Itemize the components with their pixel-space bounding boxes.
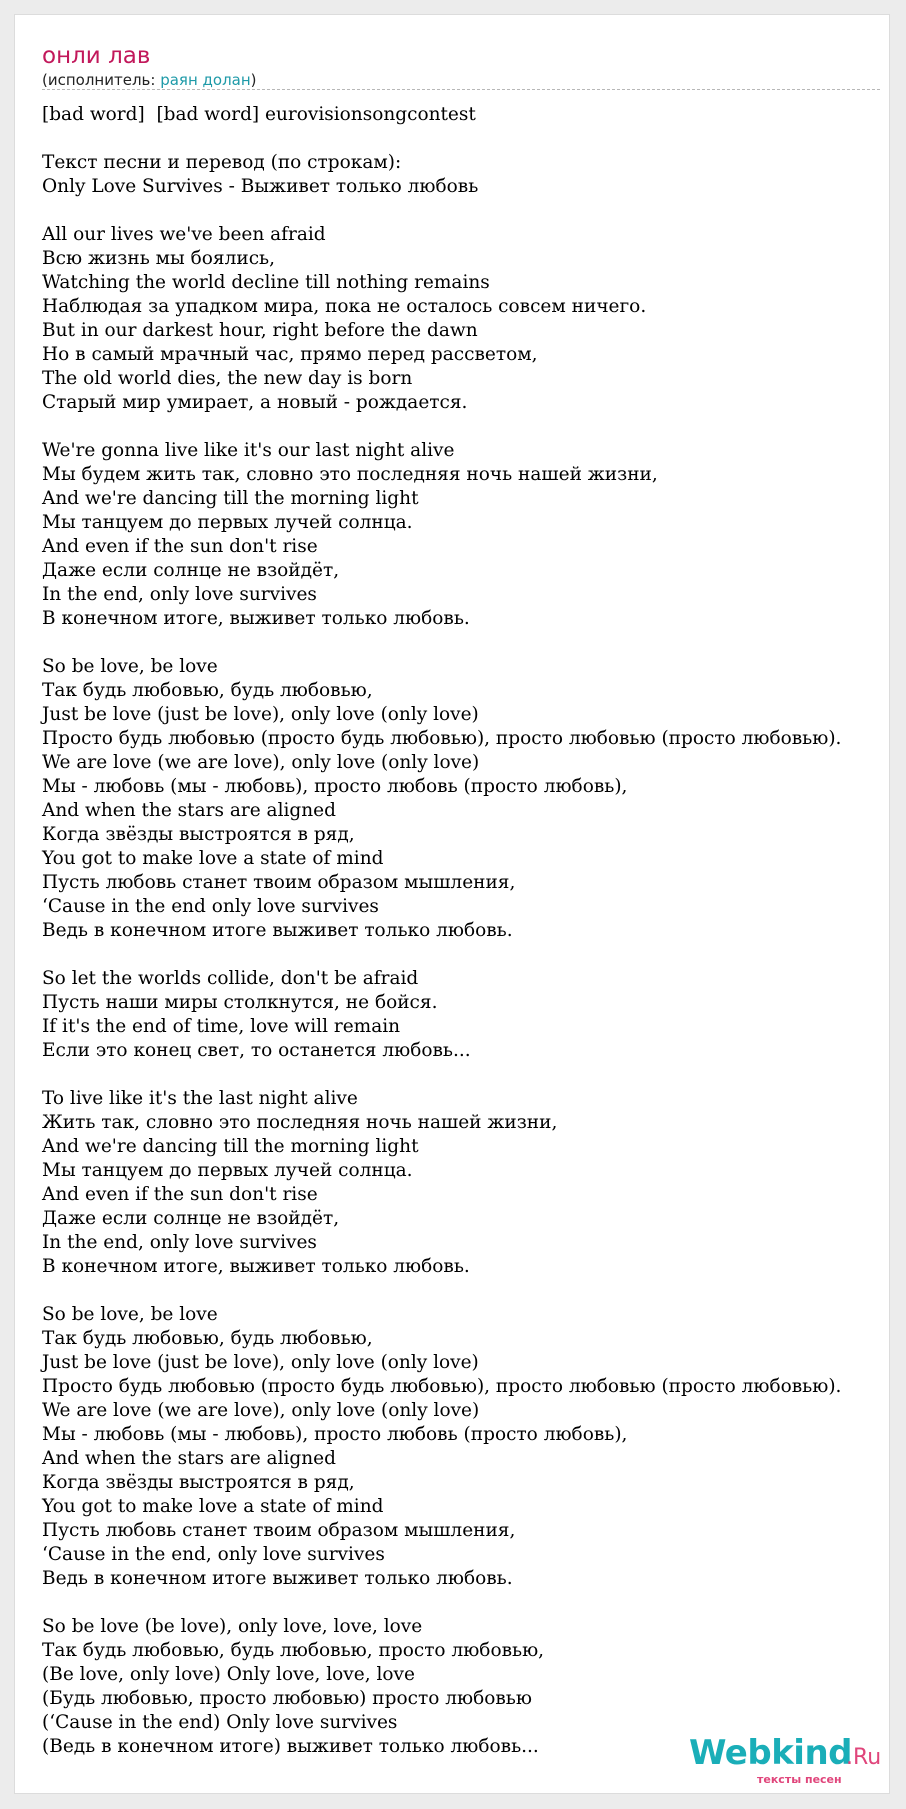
lyrics-blank-line [42, 943, 902, 967]
lyrics-line: You got to make love a state of mind [42, 848, 384, 869]
logo-tld-text: .Ru [846, 1745, 882, 1770]
lyrics-line: Просто будь любовью (просто будь любовью), просто любовью (просто любовью). [42, 1376, 842, 1397]
lyrics-blank-line [42, 199, 902, 223]
lyrics-line: Текст песни и перевод (по строкам): [42, 152, 402, 173]
lyrics-line: Так будь любовью, будь любовью, просто любовью, [42, 1640, 545, 1661]
lyrics-line: В конечном итоге, выживет только любовь. [42, 608, 470, 629]
lyrics-line: So be love (be love), only love, love, love [42, 1616, 423, 1637]
lyrics-text [42, 103, 902, 1759]
lyrics-line: Но в самый мрачный час, прямо перед рассветом, [42, 344, 538, 365]
lyrics-line: Всю жизнь мы боялись, [42, 248, 276, 269]
lyrics-line: Watching the world decline till nothing remains [42, 272, 490, 293]
lyrics-line: В конечном итоге, выживет только любовь. [42, 1256, 470, 1277]
lyrics-line: And even if the sun don't rise [42, 1184, 318, 1205]
lyrics-blank-line [42, 631, 902, 655]
lyrics-line: In the end, only love survives [42, 584, 317, 605]
lyrics-line: Жить так, словно это последняя ночь нашей жизни, [42, 1112, 558, 1133]
lyrics-blank-line [42, 415, 902, 439]
lyrics-line: You got to make love a state of mind [42, 1496, 384, 1517]
song-title: онли лав [42, 43, 151, 69]
lyrics-line: So let the worlds collide, don't be afraid [42, 968, 419, 989]
artist-line [42, 71, 257, 89]
lyrics-line: Пусть наши миры столкнутся, не бойся. [42, 992, 438, 1013]
lyrics-line: (‘Cause in the end) Only love survives [42, 1712, 398, 1733]
lyrics-line: Пусть любовь станет твоим образом мышления, [42, 872, 516, 893]
lyrics-line: But in our darkest hour, right before the dawn [42, 320, 478, 341]
lyrics-line: We are love (we are love), only love (only love) [42, 752, 480, 773]
lyrics-line: So be love, be love [42, 656, 218, 677]
lyrics-line: ‘Cause in the end, only love survives [42, 1544, 385, 1565]
lyrics-line: Даже если солнце не взойдёт, [42, 560, 340, 581]
lyrics-line: Мы танцуем до первых лучей солнца. [42, 512, 413, 533]
page-container [14, 14, 890, 1794]
artist-prefix: (исполнитель: [42, 71, 161, 89]
lyrics-blank-line [42, 1591, 902, 1615]
lyrics-line: In the end, only love survives [42, 1232, 317, 1253]
lyrics-line: Мы - любовь (мы - любовь), просто любовь (просто любовь), [42, 776, 628, 797]
lyrics-line: To live like it's the last night alive [42, 1088, 358, 1109]
lyrics-line: Так будь любовью, будь любовью, [42, 680, 373, 701]
artist-link[interactable]: раян долан [160, 71, 251, 89]
lyrics-line: Ведь в конечном итоге выживет только любовь. [42, 1568, 513, 1589]
lyrics-line: Just be love (just be love), only love (only love) [42, 704, 479, 725]
lyrics-line: Only Love Survives - Выживет только любовь [42, 176, 479, 197]
webkind-logo[interactable] [689, 1733, 889, 1788]
lyrics-line: [bad word] [bad word] eurovisionsongcontest [42, 104, 476, 125]
lyrics-line: Пусть любовь станет твоим образом мышления, [42, 1520, 516, 1541]
lyrics-line: Так будь любовью, будь любовью, [42, 1328, 373, 1349]
title-separator [42, 89, 880, 90]
lyrics-line: The old world dies, the new day is born [42, 368, 413, 389]
lyrics-line: Мы - любовь (мы - любовь), просто любовь (просто любовь), [42, 1424, 628, 1445]
lyrics-line: Ведь в конечном итоге выживет только любовь. [42, 920, 513, 941]
lyrics-line: And when the stars are aligned [42, 1448, 336, 1469]
lyrics-line: (Be love, only love) Only love, love, love [42, 1664, 415, 1685]
lyrics-line: Когда звёзды выстроятся в ряд, [42, 824, 355, 845]
lyrics-line: If it's the end of time, love will remain [42, 1016, 401, 1037]
lyrics-line: So be love, be love [42, 1304, 218, 1325]
lyrics-line: We are love (we are love), only love (only love) [42, 1400, 480, 1421]
lyrics-line: Just be love (just be love), only love (only love) [42, 1352, 479, 1373]
logo-subtitle: тексты песен [757, 1773, 842, 1786]
lyrics-line: And even if the sun don't rise [42, 536, 318, 557]
lyrics-line: Когда звёзды выстроятся в ряд, [42, 1472, 355, 1493]
lyrics-line: And when the stars are aligned [42, 800, 336, 821]
lyrics-line: Наблюдая за упадком мира, пока не осталось совсем ничего. [42, 296, 647, 317]
lyrics-line: Просто будь любовью (просто будь любовью), просто любовью (просто любовью). [42, 728, 842, 749]
lyrics-line: We're gonna live like it's our last night alive [42, 440, 455, 461]
lyrics-line: (Будь любовью, просто любовью) просто любовью [42, 1688, 532, 1709]
logo-main-text: Webkind [689, 1733, 852, 1773]
lyrics-line: Даже если солнце не взойдёт, [42, 1208, 340, 1229]
lyrics-line: ‘Cause in the end only love survives [42, 896, 379, 917]
lyrics-line: Мы будем жить так, словно это последняя ночь нашей жизни, [42, 464, 658, 485]
lyrics-blank-line [42, 127, 902, 151]
lyrics-line: All our lives we've been afraid [42, 224, 326, 245]
artist-suffix: ) [250, 71, 257, 89]
lyrics-blank-line [42, 1279, 902, 1303]
lyrics-blank-line [42, 1063, 902, 1087]
lyrics-line: Мы танцуем до первых лучей солнца. [42, 1160, 413, 1181]
lyrics-line: And we're dancing till the morning light [42, 1136, 419, 1157]
lyrics-line: Старый мир умирает, а новый - рождается. [42, 392, 468, 413]
lyrics-line: Если это конец свет, то останется любовь... [42, 1040, 471, 1061]
lyrics-line: And we're dancing till the morning light [42, 488, 419, 509]
lyrics-line: (Ведь в конечном итоге) выживет только любовь... [42, 1736, 539, 1757]
